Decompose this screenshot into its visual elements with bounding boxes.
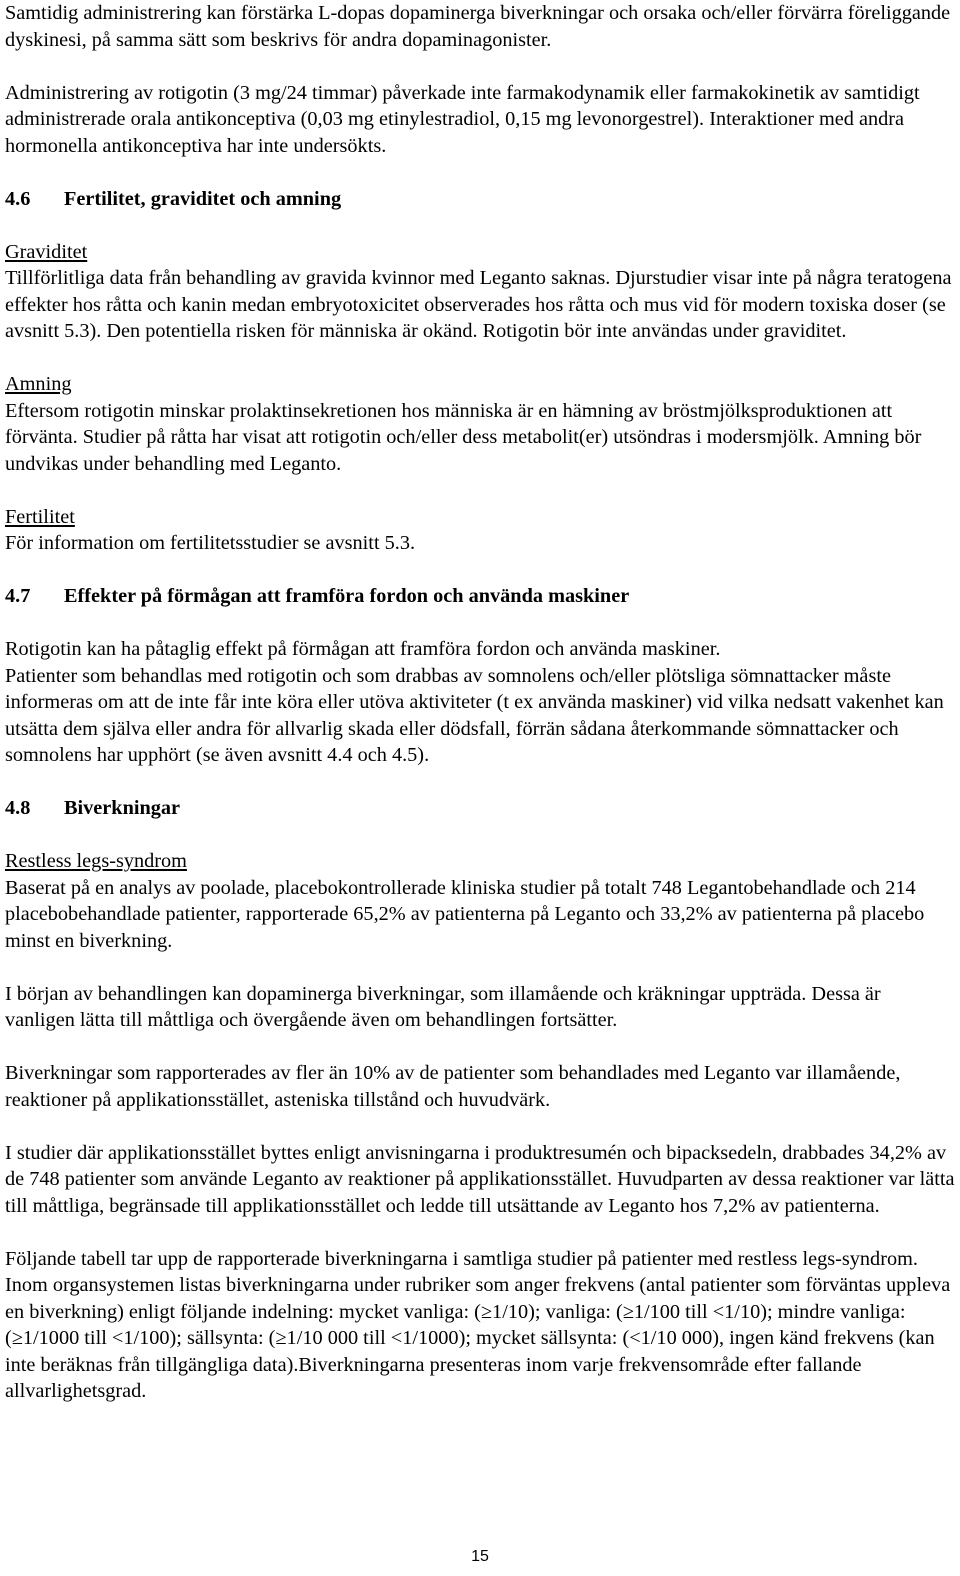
paragraph-amning: Eftersom rotigotin minskar prolaktinsekretionen hos människa är en hämning av bröstmjölksproduktionen att förvänta. Studier på råtta har visat att rotigotin och/eller dess metabolit(er) utsöndras i modersmjölk. Amning bör undvikas under behandling med Leganto. [5,399,922,475]
subheading-fertilitet: Fertilitet [5,505,75,528]
subheading-amning: Amning [5,373,72,395]
paragraph-analys: Baserat på en analys av poolade, placebokontrollerade kliniska studier på totalt 748 Legantobehandlade och 214 placebobehandlade patienter, rapporterade 65,2% av patienterna på Leganto och 33,2% av patienterna på placebo minst en biverkning. [5,876,925,952]
paragraph-frekvens: Följande tabell tar upp de rapporterade biverkningarna i samtliga studier på patienter med restless legs-syndrom. Inom organsystemen listas biverkningarna under rubriker som anger frekvens (antal patienter som förväntas uppleva en biverkning) enligt följande indelning: mycket vanliga: (≥1/10); vanliga: (≥1/100 till <1/10); mindre vanliga: (≥1/1000 till <1/100); sällsynta: (≥1/10 000 till <1/1000); mycket sällsynta: (<1/10 000), ingen känd frekvens (kan inte beräknas från tillgängliga data).Biverkningarna presenteras inom varje frekvensområde efter fallande allvarlighetsgrad. [5,1247,951,1402]
subheading-restless-legs: Restless legs-syndrom [5,850,187,872]
paragraph-vanliga-biverkningar: Biverkningar som rapporterades av fler än 10% av de patienter som behandlades med Leganto var illamående, reaktioner på applikationsstället, asteniska tillstånd och huvudvärk. [5,1062,901,1111]
section-title: Biverkningar [64,797,181,819]
section-number: 4.7 [5,585,31,607]
section-heading-4-6 [5,186,955,213]
paragraph-dopaminerga: I början av behandlingen kan dopaminerga biverkningar, som illamående och kräkningar uppträda. Dessa är vanligen lätta till måttliga och övergående även om behandlingen fortsätter. [5,982,881,1031]
section-heading-4-7 [5,583,955,610]
paragraph-ldopa: Samtidig administrering kan förstärka L-dopas dopaminerga biverkningar och orsaka och/eller förvärra föreliggande dyskinesi, på samma sätt som beskrivs för andra dopaminagonister. [5,2,951,51]
page-number: 15 [471,1548,489,1565]
section-title: Effekter på förmågan att framföra fordon och använda maskiner [64,585,630,607]
document-page [5,0,955,1405]
paragraph-fordon: Rotigotin kan ha påtaglig effekt på förmågan att framföra fordon och använda maskiner. [5,638,721,660]
section-title: Fertilitet, graviditet och amning [64,187,342,210]
section-heading-4-8 [5,795,955,822]
paragraph-somnolens: Patienter som behandlas med rotigotin och som drabbas av somnolens och/eller plötsliga sömnattacker måste informeras om att de inte får inte köra eller utöva aktiviteter (t ex använda maskiner) vid vilka nedsatt vakenhet kan utsätta dem själva eller andra för allvarlig skada eller dödsfall, förrän sådana återkommande sömnattacker och somnolens har upphört (se även avsnitt 4.4 och 4.5). [5,664,944,766]
section-number: 4.6 [5,187,31,210]
subheading-graviditet: Graviditet [5,240,88,263]
paragraph-antikonceptiva: Administrering av rotigotin (3 mg/24 timmar) påverkade inte farmakodynamik eller farmakokinetik av samtidigt administrerade orala antikonceptiva (0,03 mg etinylestradiol, 0,15 mg levonorgestrel). Interaktioner med andra hormonella antikonceptiva har inte undersökts. [5,81,920,157]
section-number: 4.8 [5,797,31,819]
paragraph-fertilitet: För information om fertilitetsstudier se avsnitt 5.3. [5,532,416,554]
paragraph-graviditet: Tillförlitliga data från behandling av gravida kvinnor med Leganto saknas. Djurstudier visar inte på några teratogena effekter hos råtta och kanin medan embryotoxicitet observerades hos råtta och mus vid för modern toxiska doser (se avsnitt 5.3). Den potentiella risken för människa är okänd. Rotigotin bör inte användas under graviditet. [5,267,952,342]
paragraph-applikationsstallet: I studier där applikationsstället byttes enligt anvisningarna i produktresumén och bipacksedeln, drabbades 34,2% av de 748 patienter som använde Leganto av reaktioner på applikationsstället. Huvudparten av dessa reaktioner var lätta till måttliga, begränsade till applikationsstället och ledde till utsättande av Leganto hos 7,2% av patienterna. [5,1141,955,1217]
